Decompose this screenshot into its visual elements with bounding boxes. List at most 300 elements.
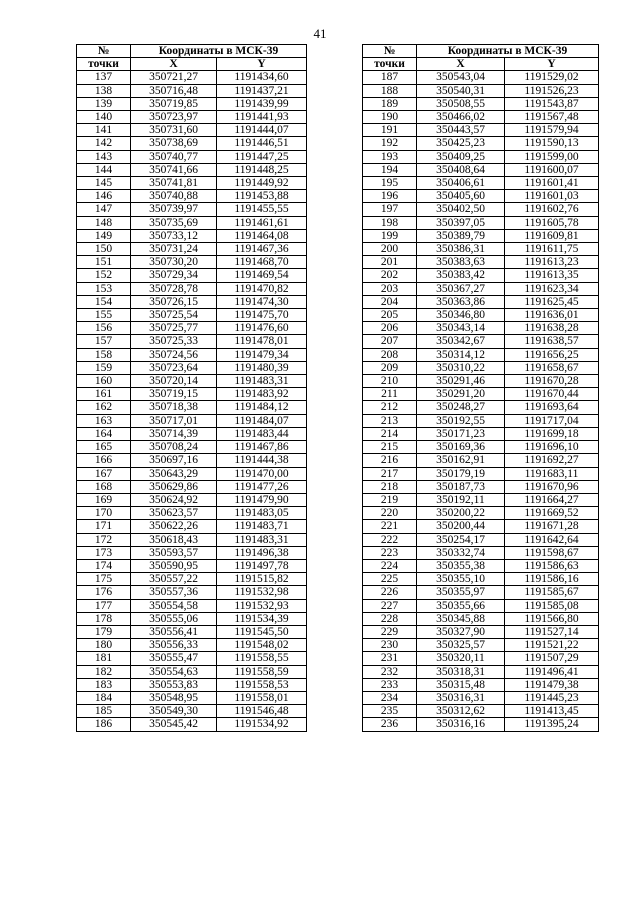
table-row [77,282,307,295]
point-number-cell: 141 [77,124,131,137]
x-header: X [417,58,505,71]
table-row [77,309,307,322]
y-coordinate-cell: 1191598,67 [505,546,599,559]
table-row [77,691,307,704]
point-number-cell: 178 [77,612,131,625]
x-coordinate-cell: 350405,60 [417,190,505,203]
table-row [77,401,307,414]
table-row [77,652,307,665]
y-coordinate-cell: 1191470,82 [217,282,307,295]
y-coordinate-cell: 1191479,90 [217,493,307,506]
point-number-cell: 174 [77,559,131,572]
x-coordinate-cell: 350162,91 [417,454,505,467]
x-coordinate-cell: 350733,12 [131,229,217,242]
y-coordinate-cell: 1191683,11 [505,467,599,480]
y-coordinate-cell: 1191483,71 [217,520,307,533]
x-coordinate-cell: 350717,01 [131,414,217,427]
x-coordinate-cell: 350179,19 [417,467,505,480]
y-coordinate-cell: 1191558,01 [217,691,307,704]
table-row [77,718,307,731]
x-coordinate-cell: 350590,95 [131,559,217,572]
point-number-cell: 212 [363,401,417,414]
table-row [363,414,599,427]
x-coordinate-cell: 350327,90 [417,625,505,638]
table-row [77,625,307,638]
x-coordinate-cell: 350342,67 [417,335,505,348]
point-number-cell: 191 [363,124,417,137]
table-row [77,612,307,625]
point-number-cell: 201 [363,256,417,269]
y-coordinate-cell: 1191529,02 [505,71,599,84]
point-number-cell: 150 [77,243,131,256]
table-row [363,520,599,533]
point-number-cell: 189 [363,97,417,110]
point-number-cell: 195 [363,177,417,190]
y-coordinate-cell: 1191656,25 [505,348,599,361]
point-number-cell: 147 [77,203,131,216]
x-coordinate-cell: 350723,97 [131,111,217,124]
table-row [363,493,599,506]
table-row [77,480,307,493]
x-coordinate-cell: 350555,47 [131,652,217,665]
y-coordinate-cell: 1191496,41 [505,665,599,678]
point-number-cell: 146 [77,190,131,203]
y-coordinate-cell: 1191483,44 [217,427,307,440]
point-number-cell: 149 [77,229,131,242]
x-coordinate-cell: 350714,39 [131,427,217,440]
table-row [363,203,599,216]
point-number-header-top: № [77,45,131,58]
x-coordinate-cell: 350622,26 [131,520,217,533]
y-coordinate-cell: 1191636,01 [505,309,599,322]
point-number-cell: 137 [77,71,131,84]
point-number-cell: 230 [363,639,417,652]
table-row [77,348,307,361]
y-coordinate-cell: 1191625,45 [505,295,599,308]
y-coordinate-cell: 1191469,54 [217,269,307,282]
table-row [77,573,307,586]
point-number-cell: 159 [77,361,131,374]
point-number-cell: 186 [77,718,131,731]
table-row [77,71,307,84]
x-coordinate-cell: 350557,22 [131,573,217,586]
y-coordinate-cell: 1191567,48 [505,111,599,124]
x-coordinate-cell: 350363,86 [417,295,505,308]
y-coordinate-cell: 1191515,82 [217,573,307,586]
table-row [363,322,599,335]
y-coordinate-cell: 1191534,39 [217,612,307,625]
x-coordinate-cell: 350343,14 [417,322,505,335]
table-row [77,427,307,440]
x-coordinate-cell: 350728,78 [131,282,217,295]
x-coordinate-cell: 350720,14 [131,375,217,388]
x-coordinate-cell: 350508,55 [417,97,505,110]
point-number-cell: 167 [77,467,131,480]
table-row [77,322,307,335]
point-number-cell: 182 [77,665,131,678]
y-coordinate-cell: 1191696,10 [505,441,599,454]
point-number-header-top: № [363,45,417,58]
point-number-cell: 225 [363,573,417,586]
point-number-cell: 172 [77,533,131,546]
x-coordinate-cell: 350367,27 [417,282,505,295]
x-coordinate-cell: 350548,95 [131,691,217,704]
x-coordinate-cell: 350725,54 [131,309,217,322]
table-row [363,705,599,718]
x-coordinate-cell: 350623,57 [131,507,217,520]
y-coordinate-cell: 1191532,98 [217,586,307,599]
y-coordinate-cell: 1191527,14 [505,625,599,638]
y-coordinate-cell: 1191437,21 [217,84,307,97]
x-coordinate-cell: 350554,63 [131,665,217,678]
x-coordinate-cell: 350555,06 [131,612,217,625]
table-row [363,348,599,361]
y-coordinate-cell: 1191546,48 [217,705,307,718]
y-coordinate-cell: 1191464,08 [217,229,307,242]
table-row [363,599,599,612]
point-number-cell: 202 [363,269,417,282]
point-number-cell: 215 [363,441,417,454]
table-row [77,533,307,546]
table-row [77,335,307,348]
table-row [363,454,599,467]
y-coordinate-cell: 1191448,25 [217,163,307,176]
table-row [77,177,307,190]
y-coordinate-cell: 1191476,60 [217,322,307,335]
y-coordinate-cell: 1191439,99 [217,97,307,110]
point-number-cell: 143 [77,150,131,163]
table-row [363,111,599,124]
table-row [363,97,599,110]
point-number-cell: 204 [363,295,417,308]
point-number-cell: 164 [77,427,131,440]
point-number-cell: 142 [77,137,131,150]
y-coordinate-cell: 1191566,80 [505,612,599,625]
table-row [77,546,307,559]
table-row [77,414,307,427]
table-row [77,665,307,678]
y-coordinate-cell: 1191669,52 [505,507,599,520]
point-number-cell: 216 [363,454,417,467]
x-coordinate-cell: 350543,04 [417,71,505,84]
x-coordinate-cell: 350316,31 [417,691,505,704]
table-row [363,665,599,678]
y-coordinate-cell: 1191601,03 [505,190,599,203]
x-coordinate-cell: 350726,15 [131,295,217,308]
x-coordinate-cell: 350739,97 [131,203,217,216]
point-number-cell: 166 [77,454,131,467]
y-coordinate-cell: 1191474,30 [217,295,307,308]
point-number-cell: 208 [363,348,417,361]
table-row [363,137,599,150]
x-coordinate-cell: 350708,24 [131,441,217,454]
point-number-cell: 196 [363,190,417,203]
x-coordinate-cell: 350346,80 [417,309,505,322]
point-number-cell: 232 [363,665,417,678]
x-coordinate-cell: 350723,64 [131,361,217,374]
table-row [363,480,599,493]
table-row [77,599,307,612]
y-coordinate-cell: 1191496,38 [217,546,307,559]
x-coordinate-cell: 350169,36 [417,441,505,454]
table-row [363,84,599,97]
table-row [77,705,307,718]
point-number-cell: 176 [77,586,131,599]
x-coordinate-cell: 350556,41 [131,625,217,638]
y-coordinate-cell: 1191484,12 [217,401,307,414]
y-coordinate-cell: 1191599,00 [505,150,599,163]
point-number-cell: 181 [77,652,131,665]
x-coordinate-cell: 350389,79 [417,229,505,242]
table-row [363,216,599,229]
table-row [77,507,307,520]
x-coordinate-cell: 350254,17 [417,533,505,546]
point-number-cell: 218 [363,480,417,493]
point-number-cell: 203 [363,282,417,295]
x-coordinate-cell: 350383,42 [417,269,505,282]
x-coordinate-cell: 350325,57 [417,639,505,652]
coords-title-header: Координаты в МСК-39 [131,45,307,58]
table-row [363,375,599,388]
table-row [363,533,599,546]
x-coordinate-cell: 350697,16 [131,454,217,467]
y-coordinate-cell: 1191558,55 [217,652,307,665]
point-number-cell: 153 [77,282,131,295]
table-row [77,388,307,401]
point-number-cell: 206 [363,322,417,335]
table-row [363,256,599,269]
point-number-cell: 220 [363,507,417,520]
table-row [363,467,599,480]
table-row [77,520,307,533]
point-number-cell: 193 [363,150,417,163]
x-coordinate-cell: 350318,31 [417,665,505,678]
point-number-cell: 156 [77,322,131,335]
point-number-cell: 140 [77,111,131,124]
y-coordinate-cell: 1191609,81 [505,229,599,242]
y-coordinate-cell: 1191441,93 [217,111,307,124]
y-coordinate-cell: 1191671,28 [505,520,599,533]
point-number-cell: 169 [77,493,131,506]
y-coordinate-cell: 1191467,36 [217,243,307,256]
x-coordinate-cell: 350593,57 [131,546,217,559]
table-row [363,507,599,520]
point-number-cell: 221 [363,520,417,533]
table-row [77,256,307,269]
y-coordinate-cell: 1191642,64 [505,533,599,546]
point-number-cell: 192 [363,137,417,150]
x-coordinate-cell: 350402,50 [417,203,505,216]
point-number-cell: 188 [363,84,417,97]
table-row [77,375,307,388]
point-number-cell: 211 [363,388,417,401]
table-row [77,111,307,124]
point-number-cell: 229 [363,625,417,638]
point-number-cell: 223 [363,546,417,559]
table-row [363,177,599,190]
x-coordinate-cell: 350425,23 [417,137,505,150]
table-row [77,441,307,454]
x-coordinate-cell: 350553,83 [131,678,217,691]
point-number-cell: 171 [77,520,131,533]
y-coordinate-cell: 1191670,96 [505,480,599,493]
point-number-cell: 217 [363,467,417,480]
point-number-cell: 152 [77,269,131,282]
x-coordinate-cell: 350731,24 [131,243,217,256]
point-number-cell: 138 [77,84,131,97]
point-number-cell: 207 [363,335,417,348]
y-coordinate-cell: 1191699,18 [505,427,599,440]
table-row [363,190,599,203]
y-coordinate-cell: 1191590,13 [505,137,599,150]
table-row [77,454,307,467]
point-number-cell: 224 [363,559,417,572]
y-coordinate-cell: 1191585,08 [505,599,599,612]
point-number-cell: 234 [363,691,417,704]
table-row [77,493,307,506]
point-number-cell: 233 [363,678,417,691]
x-coordinate-cell: 350312,62 [417,705,505,718]
table-row [77,269,307,282]
x-coordinate-cell: 350741,66 [131,163,217,176]
y-coordinate-cell: 1191477,26 [217,480,307,493]
y-coordinate-cell: 1191449,92 [217,177,307,190]
x-coordinate-cell: 350643,29 [131,467,217,480]
x-coordinate-cell: 350735,69 [131,216,217,229]
point-number-cell: 177 [77,599,131,612]
point-number-cell: 151 [77,256,131,269]
x-coordinate-cell: 350729,34 [131,269,217,282]
x-coordinate-cell: 350386,31 [417,243,505,256]
y-coordinate-cell: 1191483,31 [217,375,307,388]
y-coordinate-cell: 1191470,00 [217,467,307,480]
y-coordinate-cell: 1191483,31 [217,533,307,546]
y-coordinate-cell: 1191467,86 [217,441,307,454]
table-row [77,216,307,229]
y-coordinate-cell: 1191475,70 [217,309,307,322]
table-row [77,467,307,480]
point-number-cell: 180 [77,639,131,652]
x-coordinate-cell: 350406,61 [417,177,505,190]
table-row [363,163,599,176]
y-coordinate-cell: 1191497,78 [217,559,307,572]
x-coordinate-cell: 350719,85 [131,97,217,110]
table-row [363,295,599,308]
x-coordinate-cell: 350291,20 [417,388,505,401]
y-coordinate-cell: 1191585,67 [505,586,599,599]
y-coordinate-cell: 1191526,23 [505,84,599,97]
point-number-cell: 227 [363,599,417,612]
y-coordinate-cell: 1191444,38 [217,454,307,467]
table-row [363,612,599,625]
x-coordinate-cell: 350314,12 [417,348,505,361]
y-coordinate-cell: 1191638,57 [505,335,599,348]
point-number-cell: 170 [77,507,131,520]
y-coordinate-cell: 1191543,87 [505,97,599,110]
point-number-cell: 187 [363,71,417,84]
point-number-cell: 168 [77,480,131,493]
y-coordinate-cell: 1191480,39 [217,361,307,374]
y-coordinate-cell: 1191692,27 [505,454,599,467]
table-row [363,559,599,572]
y-coordinate-cell: 1191717,04 [505,414,599,427]
y-coordinate-cell: 1191395,24 [505,718,599,731]
y-coordinate-cell: 1191521,22 [505,639,599,652]
y-coordinate-cell: 1191658,67 [505,361,599,374]
x-coordinate-cell: 350549,30 [131,705,217,718]
table-row [77,203,307,216]
point-number-cell: 213 [363,414,417,427]
table-row [363,546,599,559]
x-coordinate-cell: 350731,60 [131,124,217,137]
coords-title-header: Координаты в МСК-39 [417,45,599,58]
table-row [77,559,307,572]
table-row [363,124,599,137]
x-coordinate-cell: 350719,15 [131,388,217,401]
table-row [363,718,599,731]
table-row [363,282,599,295]
point-number-cell: 198 [363,216,417,229]
table-row [363,427,599,440]
x-coordinate-cell: 350171,23 [417,427,505,440]
point-number-cell: 231 [363,652,417,665]
table-row [363,573,599,586]
y-coordinate-cell: 1191444,07 [217,124,307,137]
coordinates-table-left [76,44,307,732]
point-number-cell: 139 [77,97,131,110]
y-coordinate-cell: 1191664,27 [505,493,599,506]
y-coordinate-cell: 1191479,34 [217,348,307,361]
point-number-cell: 183 [77,678,131,691]
x-coordinate-cell: 350718,38 [131,401,217,414]
point-number-cell: 226 [363,586,417,599]
y-coordinate-cell: 1191558,53 [217,678,307,691]
point-number-cell: 157 [77,335,131,348]
x-coordinate-cell: 350741,81 [131,177,217,190]
x-coordinate-cell: 350730,20 [131,256,217,269]
point-number-cell: 175 [77,573,131,586]
point-number-cell: 219 [363,493,417,506]
table-row [77,137,307,150]
point-number-cell: 161 [77,388,131,401]
x-coordinate-cell: 350320,11 [417,652,505,665]
y-coordinate-cell: 1191545,50 [217,625,307,638]
x-coordinate-cell: 350192,11 [417,493,505,506]
table-row [77,678,307,691]
x-coordinate-cell: 350540,31 [417,84,505,97]
x-coordinate-cell: 350248,27 [417,401,505,414]
x-coordinate-cell: 350355,66 [417,599,505,612]
y-header: Y [217,58,307,71]
y-header: Y [505,58,599,71]
table-row [77,639,307,652]
x-coordinate-cell: 350192,55 [417,414,505,427]
y-coordinate-cell: 1191611,75 [505,243,599,256]
x-coordinate-cell: 350355,38 [417,559,505,572]
x-coordinate-cell: 350200,22 [417,507,505,520]
point-number-cell: 184 [77,691,131,704]
y-coordinate-cell: 1191579,94 [505,124,599,137]
y-coordinate-cell: 1191548,02 [217,639,307,652]
point-number-cell: 165 [77,441,131,454]
table-row [363,625,599,638]
y-coordinate-cell: 1191483,05 [217,507,307,520]
y-coordinate-cell: 1191605,78 [505,216,599,229]
table-row [363,652,599,665]
y-coordinate-cell: 1191455,55 [217,203,307,216]
table-row [363,691,599,704]
y-coordinate-cell: 1191507,29 [505,652,599,665]
